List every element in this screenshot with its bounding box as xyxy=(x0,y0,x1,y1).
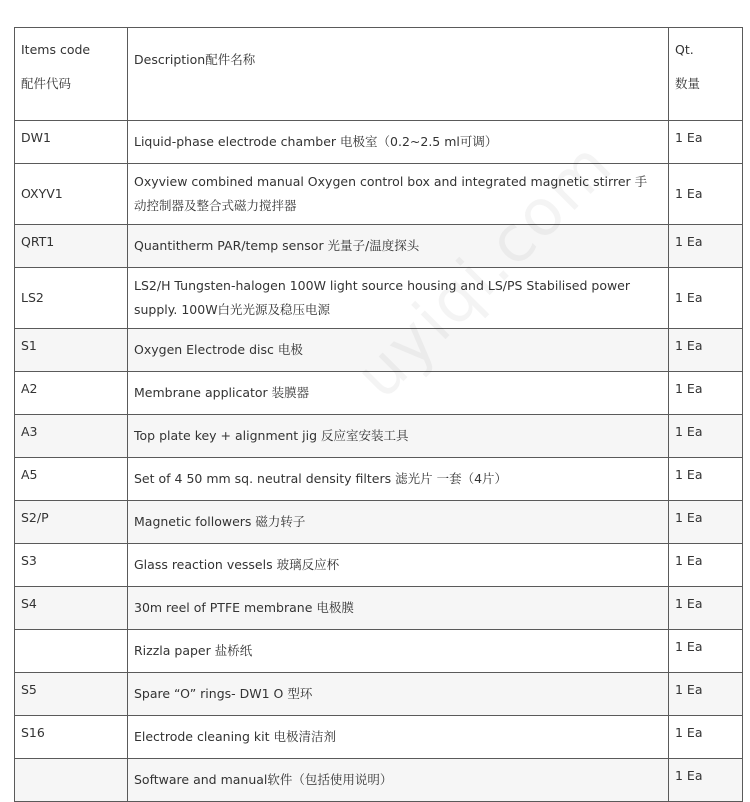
item-qty: 1 Ea xyxy=(669,587,743,630)
table-row xyxy=(15,716,743,759)
table-row xyxy=(15,630,743,673)
item-description-line: Oxyview combined manual Oxygen control box and integrated magnetic stirrer 手 xyxy=(134,174,648,189)
header-row xyxy=(15,28,743,121)
table-row xyxy=(15,164,743,225)
item-code: DW1 xyxy=(15,121,128,164)
table-row xyxy=(15,673,743,716)
header-description xyxy=(128,28,669,121)
item-description: Spare “O” rings- DW1 O 型环 xyxy=(128,673,669,716)
item-code: S1 xyxy=(15,329,128,372)
item-code xyxy=(15,630,128,673)
item-qty: 1 Ea xyxy=(669,121,743,164)
item-qty: 1 Ea xyxy=(669,415,743,458)
item-code: LS2 xyxy=(15,268,128,329)
item-qty: 1 Ea xyxy=(669,372,743,415)
item-description: Set of 4 50 mm sq. neutral density filters 滤光片 一套（4片） xyxy=(128,458,669,501)
item-description-line: LS2/H Tungsten-halogen 100W light source housing and LS/PS Stabilised power xyxy=(134,278,631,293)
item-description: Electrode cleaning kit 电极清洁剂 xyxy=(128,716,669,759)
item-qty: 1 Ea xyxy=(669,225,743,268)
header-qty xyxy=(669,28,743,121)
item-qty: 1 Ea xyxy=(669,329,743,372)
item-qty: 1 Ea xyxy=(669,759,743,802)
items-table xyxy=(14,27,743,802)
table-row xyxy=(15,268,743,329)
table-row xyxy=(15,759,743,802)
table-row xyxy=(15,225,743,268)
item-code: QRT1 xyxy=(15,225,128,268)
header-qty-cn: 数量 xyxy=(675,76,701,91)
item-code xyxy=(15,759,128,802)
item-qty: 1 Ea xyxy=(669,673,743,716)
table-row xyxy=(15,587,743,630)
item-description: Liquid-phase electrode chamber 电极室（0.2~2.5 ml可调） xyxy=(128,121,669,164)
item-qty: 1 Ea xyxy=(669,544,743,587)
table-row xyxy=(15,415,743,458)
item-description: Membrane applicator 装膜器 xyxy=(128,372,669,415)
header-qty-en: Qt. xyxy=(675,42,694,57)
header-code xyxy=(15,28,128,121)
header-description-text: Description配件名称 xyxy=(134,52,256,67)
item-qty: 1 Ea xyxy=(669,501,743,544)
table-row xyxy=(15,501,743,544)
item-description-line: 动控制器及整合式磁力搅拌器 xyxy=(134,198,297,213)
header-code-cn: 配件代码 xyxy=(21,76,72,91)
item-description: 30m reel of PTFE membrane 电极膜 xyxy=(128,587,669,630)
item-description: Oxygen Electrode disc 电极 xyxy=(128,329,669,372)
item-code: A5 xyxy=(15,458,128,501)
item-code: A2 xyxy=(15,372,128,415)
table-row xyxy=(15,329,743,372)
item-description xyxy=(128,268,669,329)
item-code: S5 xyxy=(15,673,128,716)
item-description-line: supply. 100W白光光源及稳压电源 xyxy=(134,302,331,317)
item-qty: 1 Ea xyxy=(669,268,743,329)
item-qty: 1 Ea xyxy=(669,164,743,225)
table-row xyxy=(15,544,743,587)
item-code: S16 xyxy=(15,716,128,759)
item-code: A3 xyxy=(15,415,128,458)
item-description: Rizzla paper 盐桥纸 xyxy=(128,630,669,673)
item-qty: 1 Ea xyxy=(669,716,743,759)
item-description xyxy=(128,164,669,225)
item-description: Software and manual软件（包括使用说明） xyxy=(128,759,669,802)
item-code: S4 xyxy=(15,587,128,630)
table-row xyxy=(15,458,743,501)
table-row xyxy=(15,121,743,164)
header-code-en: Items code xyxy=(21,42,91,57)
table-row xyxy=(15,372,743,415)
item-qty: 1 Ea xyxy=(669,630,743,673)
item-description: Magnetic followers 磁力转子 xyxy=(128,501,669,544)
item-description: Top plate key + alignment jig 反应室安装工具 xyxy=(128,415,669,458)
item-qty: 1 Ea xyxy=(669,458,743,501)
item-code: S3 xyxy=(15,544,128,587)
item-code: S2/P xyxy=(15,501,128,544)
item-description: Glass reaction vessels 玻璃反应杯 xyxy=(128,544,669,587)
item-code: OXYV1 xyxy=(15,164,128,225)
item-description: Quantitherm PAR/temp sensor 光量子/温度探头 xyxy=(128,225,669,268)
